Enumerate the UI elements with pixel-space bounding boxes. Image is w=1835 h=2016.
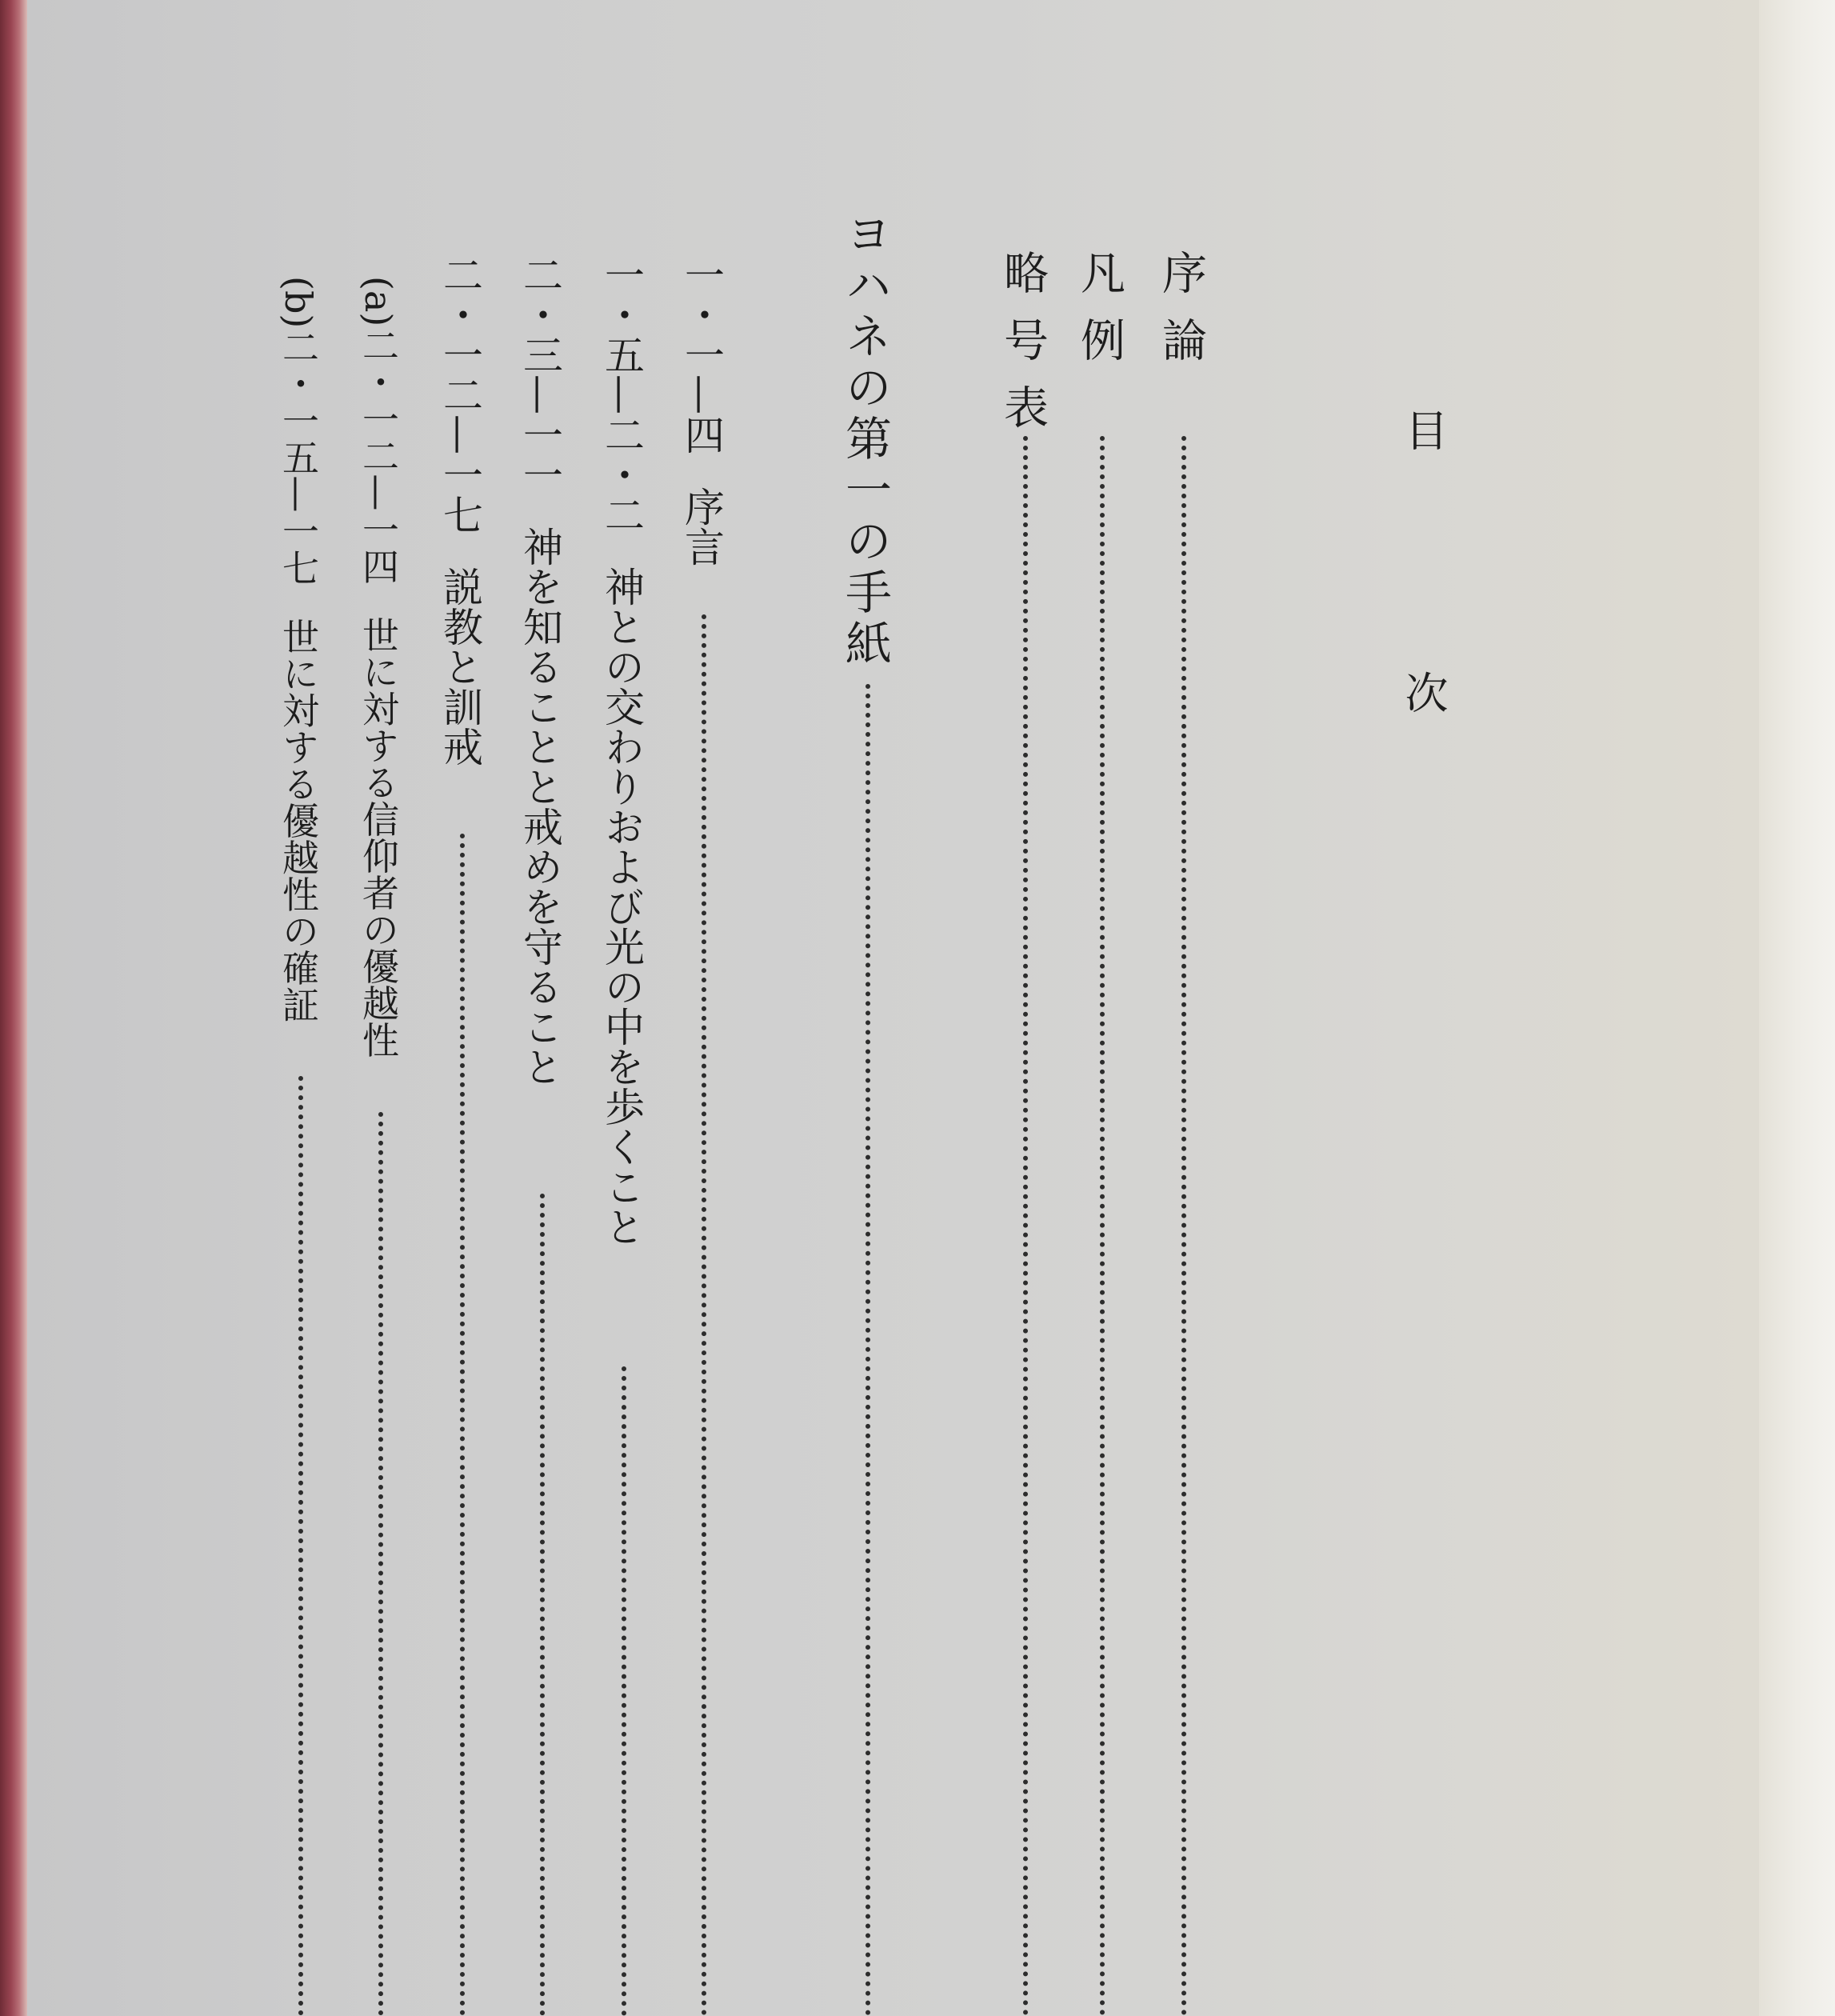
book-cover-edge [0,0,27,2016]
dot-leader [298,1076,303,2016]
toc-entry-abbreviations: 略号表 [997,250,1049,451]
section-title: 序言 [678,486,725,566]
dot-leader [378,1112,383,2016]
dot-leader [702,614,706,2016]
section-ref: 二・一二—一七 [437,254,483,534]
dot-leader [1181,436,1186,2016]
dot-leader [622,1366,626,2016]
section-title: 神との交わりおよび光の中を歩くこと [598,566,645,1246]
toc-section-3 [517,254,563,1086]
section-ref: 一・一—四 [678,254,725,454]
dot-leader [866,684,870,2016]
toc-subsection-a [357,276,400,1058]
chapter-heading: ヨハネの第一の手紙 [838,210,892,670]
toc-section-4 [437,254,483,766]
section-ref: 一・五—二・二 [598,254,645,534]
section-title: 説教と訓戒 [437,566,483,766]
section-title: 神を知ることと戒めを守ること [517,526,563,1086]
toc-subsection-b [277,276,320,1023]
dot-leader [460,834,465,2016]
page-title: 目 次 [1398,408,1449,802]
subsection-title: 世に対する信仰者の優越性 [357,616,400,1058]
toc-entry-notes: 凡例 [1073,250,1125,384]
subsection-title: 世に対する優越性の確証 [277,618,320,1023]
toc-entry-preface: 序論 [1155,250,1207,384]
dot-leader [1100,436,1105,2016]
section-ref: 二・三—一一 [517,254,563,494]
subsection-ref: (b)二・一五—一七 [277,276,320,586]
dot-leader [1023,436,1028,2016]
toc-section-2 [598,254,645,1246]
dot-leader [540,1194,545,2016]
subsection-ref: (a)二・一二—一四 [357,276,400,585]
page-edge [1759,0,1835,2016]
toc-section-1 [678,254,725,566]
